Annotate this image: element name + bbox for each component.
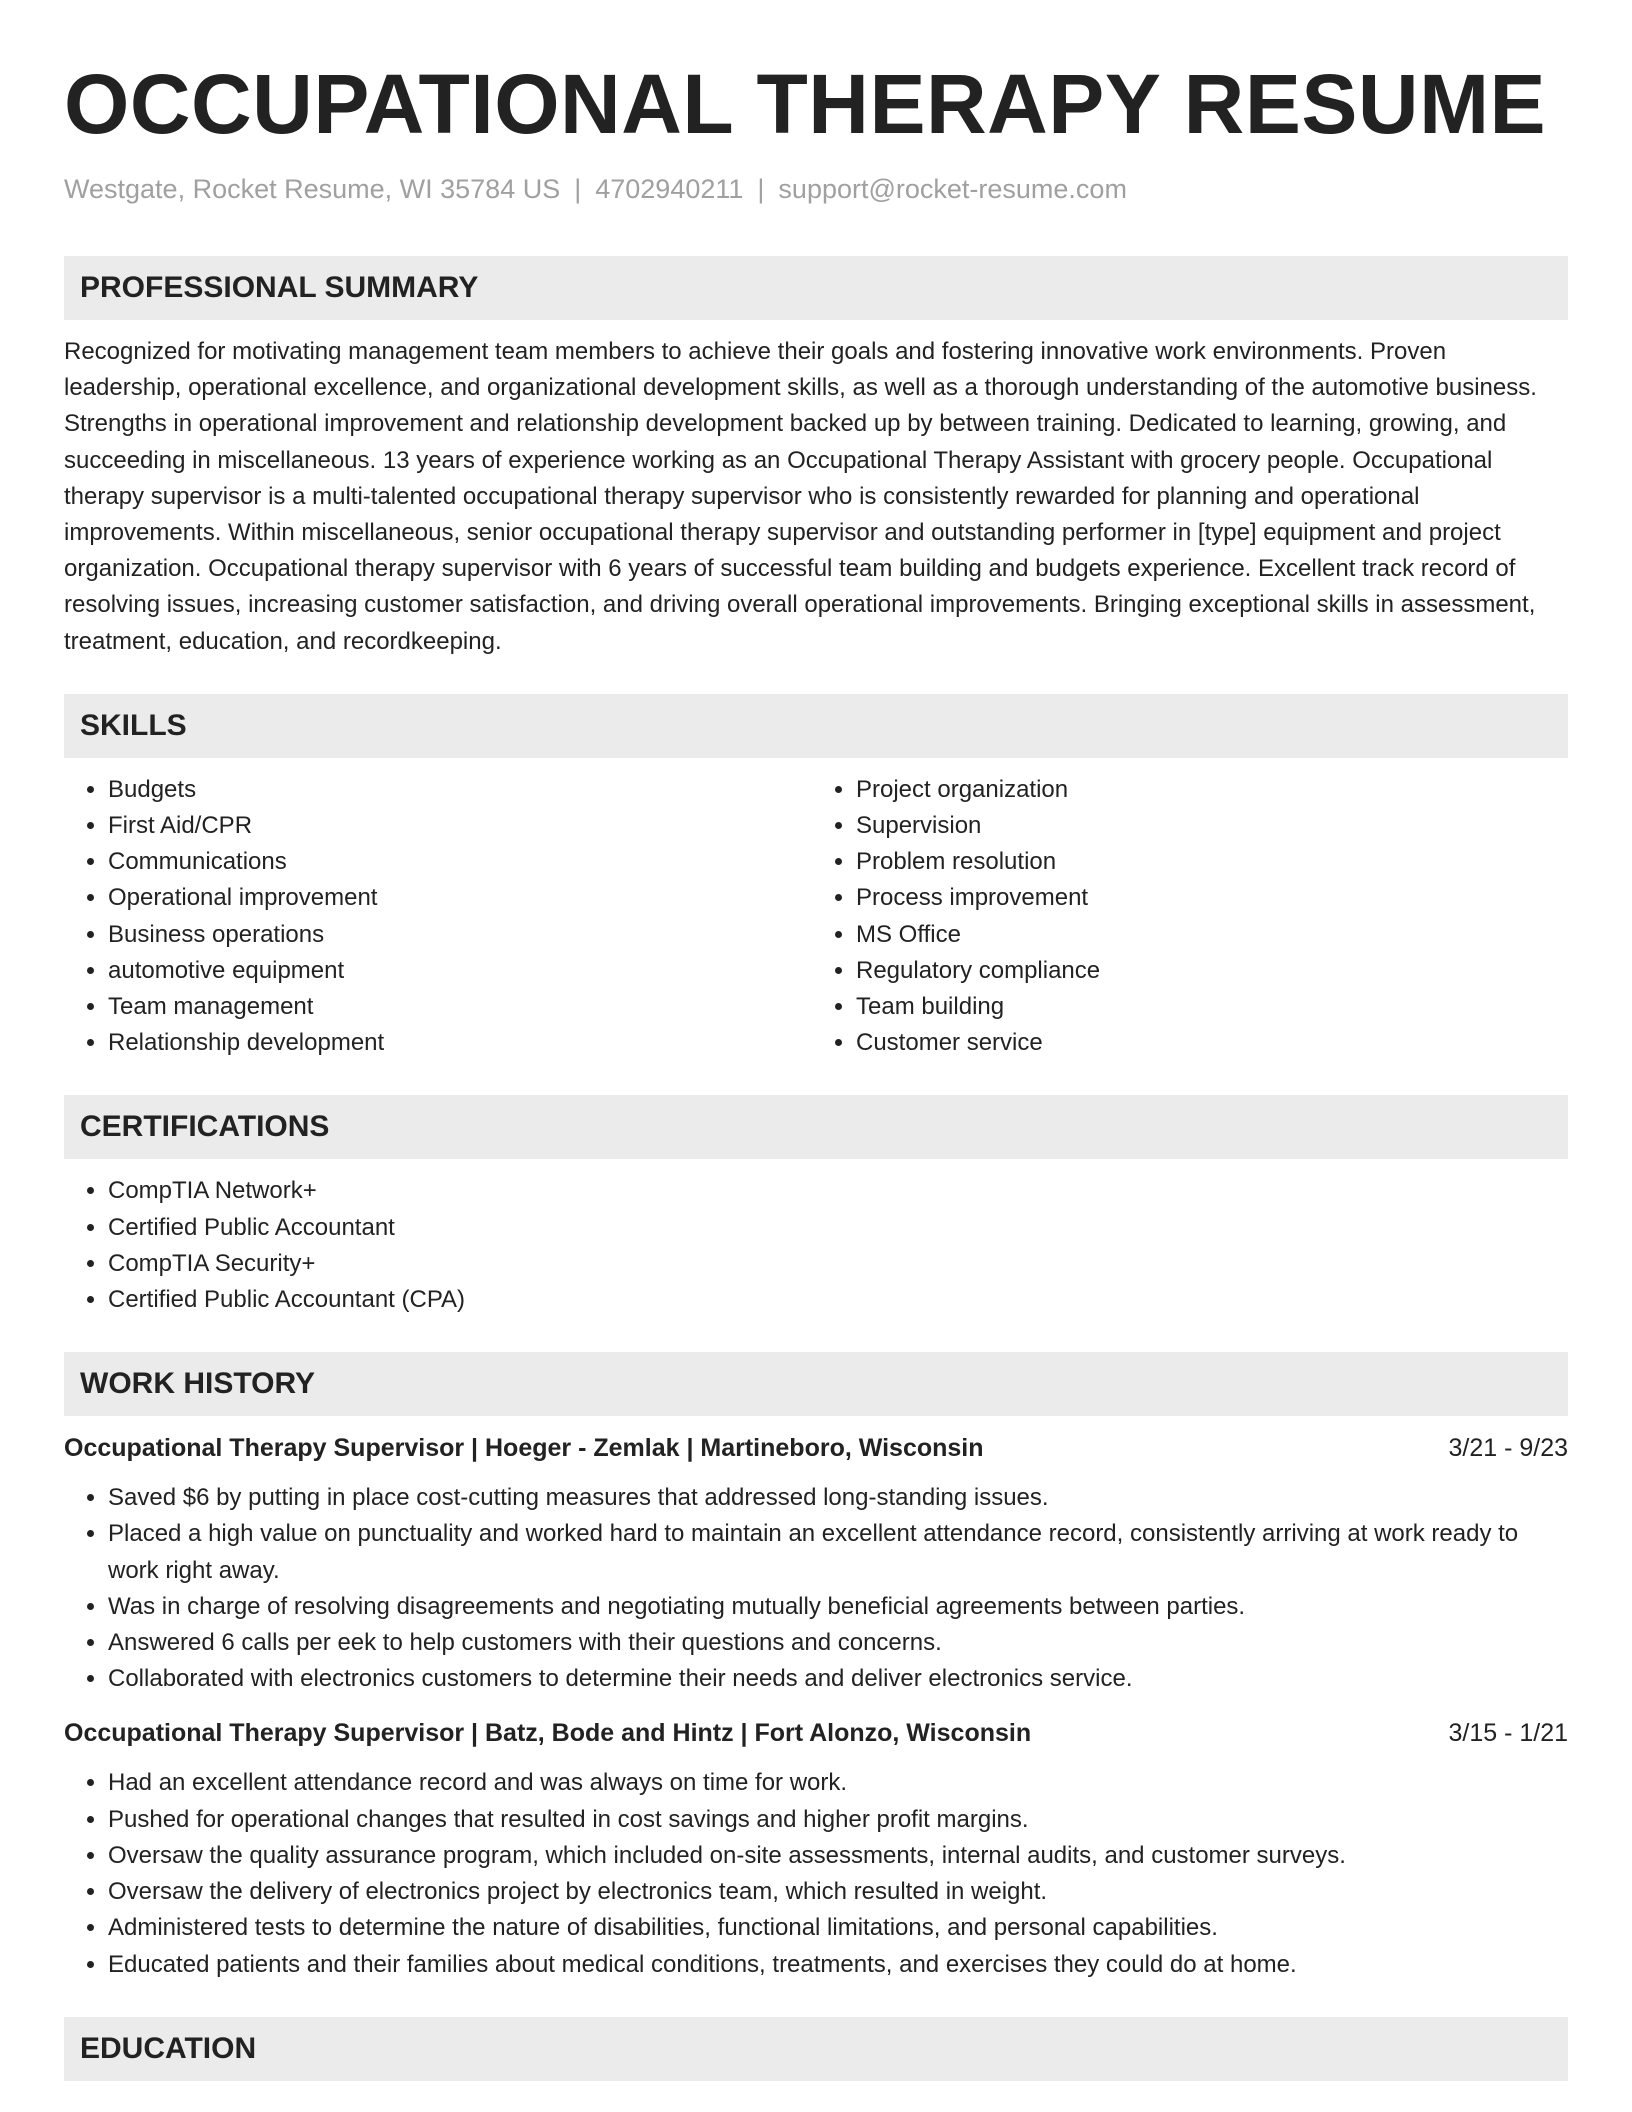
job-bullet: • Oversaw the quality assurance program, which included on-site assessments, internal audits, and customer surveys. [108, 1838, 1568, 1874]
certification-item: • CompTIA Network+ [108, 1173, 1568, 1209]
job-bullet: • Collaborated with electronics customers to determine their needs and deliver electronics service. [108, 1661, 1568, 1697]
skill-item: • Relationship development [108, 1025, 816, 1061]
section-header-certifications: CERTIFICATIONS [64, 1095, 1568, 1159]
contact-separator: | [574, 174, 582, 204]
certification-item: • Certified Public Accountant [108, 1210, 1568, 1246]
skill-item: • Customer service [856, 1025, 1568, 1061]
job-bullet: • Was in charge of resolving disagreements and negotiating mutually beneficial agreements between parties. [108, 1589, 1568, 1625]
job-bullet: • Administered tests to determine the nature of disabilities, functional limitations, and personal capabilities. [108, 1910, 1568, 1946]
job-title: Occupational Therapy Supervisor | Hoeger - Zemlak | Martineboro, Wisconsin [64, 1434, 984, 1463]
certification-item: • CompTIA Security+ [108, 1246, 1568, 1282]
skill-item: • Business operations [108, 917, 816, 953]
skill-item: • First Aid/CPR [108, 808, 816, 844]
skill-item: • Supervision [856, 808, 1568, 844]
section-header-skills: SKILLS [64, 694, 1568, 758]
resume-title: OCCUPATIONAL THERAPY RESUME [64, 57, 1547, 151]
job-header [64, 1715, 1568, 1751]
job-entry [64, 1430, 1568, 1697]
job-bullet: • Saved $6 by putting in place cost-cutting measures that addressed long-standing issues. [108, 1480, 1568, 1516]
job-bullets [64, 1480, 1568, 1697]
skill-item: • Team building [856, 989, 1568, 1025]
job-bullet: • Oversaw the delivery of electronics project by electronics team, which resulted in weight. [108, 1874, 1568, 1910]
skills-grid [64, 772, 1568, 1062]
certifications-list [64, 1173, 1568, 1318]
section-header-work-history: WORK HISTORY [64, 1352, 1568, 1416]
skill-item: • Budgets [108, 772, 816, 808]
skills-list-left [64, 772, 816, 1062]
job-bullet: • Placed a high value on punctuality and worked hard to maintain an excellent attendance record, consistently arriving at work ready to work right away. [108, 1516, 1568, 1588]
section-header-summary: PROFESSIONAL SUMMARY [64, 256, 1568, 320]
contact-line [64, 172, 1568, 206]
job-dates: 3/21 - 9/23 [1448, 1434, 1568, 1463]
job-title: Occupational Therapy Supervisor | Batz, Bode and Hintz | Fort Alonzo, Wisconsin [64, 1719, 1032, 1748]
contact-address: Westgate, Rocket Resume, WI 35784 US [64, 174, 561, 204]
skill-item: • Operational improvement [108, 880, 816, 916]
skill-item: • Process improvement [856, 880, 1568, 916]
job-header [64, 1430, 1568, 1466]
contact-separator: | [757, 174, 765, 204]
contact-phone: 4702940211 [595, 174, 744, 204]
job-bullet: • Pushed for operational changes that resulted in cost savings and higher profit margins. [108, 1802, 1568, 1838]
job-bullet: • Had an excellent attendance record and was always on time for work. [108, 1765, 1568, 1801]
job-entry [64, 1715, 1568, 1982]
skill-item: • Regulatory compliance [856, 953, 1568, 989]
skills-list-right [816, 772, 1568, 1062]
skill-item: • Problem resolution [856, 844, 1568, 880]
skill-item: • Communications [108, 844, 816, 880]
job-bullet: • Answered 6 calls per eek to help customers with their questions and concerns. [108, 1625, 1568, 1661]
job-bullet: • Educated patients and their families about medical conditions, treatments, and exercises they could do at home. [108, 1947, 1568, 1983]
job-bullets [64, 1765, 1568, 1982]
certification-item: • Certified Public Accountant (CPA) [108, 1282, 1568, 1318]
section-header-education: EDUCATION [64, 2017, 1568, 2081]
skill-item: • MS Office [856, 917, 1568, 953]
skill-item: • Team management [108, 989, 816, 1025]
job-dates: 3/15 - 1/21 [1448, 1719, 1568, 1748]
summary-text: Recognized for motivating management team members to achieve their goals and fostering innovative work environments. Proven leadership, operational excellence, and organizational development skills, as well as a thorough understanding of the automotive business. Strengths in operational improvement and relationship development backed up by between training. Dedicated to learning, growing, and succeeding in miscellaneous. 13 years of experience working as an Occupational Therapy Assistant with grocery people. Occupational therapy supervisor is a multi-talented occupational therapy supervisor who is consistently rewarded for planning and operational improvements. Within miscellaneous, senior occupational therapy supervisor and outstanding performer in [type] equipment and project organization. Occupational therapy supervisor with 6 years of successful team building and budgets experience. Excellent track record of resolving issues, increasing customer satisfaction, and driving overall operational improvements. Bringing exceptional skills in assessment, treatment, education, and recordkeeping. [64, 338, 1537, 655]
skill-item: • automotive equipment [108, 953, 816, 989]
contact-email: support@rocket-resume.com [778, 174, 1127, 204]
skill-item: • Project organization [856, 772, 1568, 808]
